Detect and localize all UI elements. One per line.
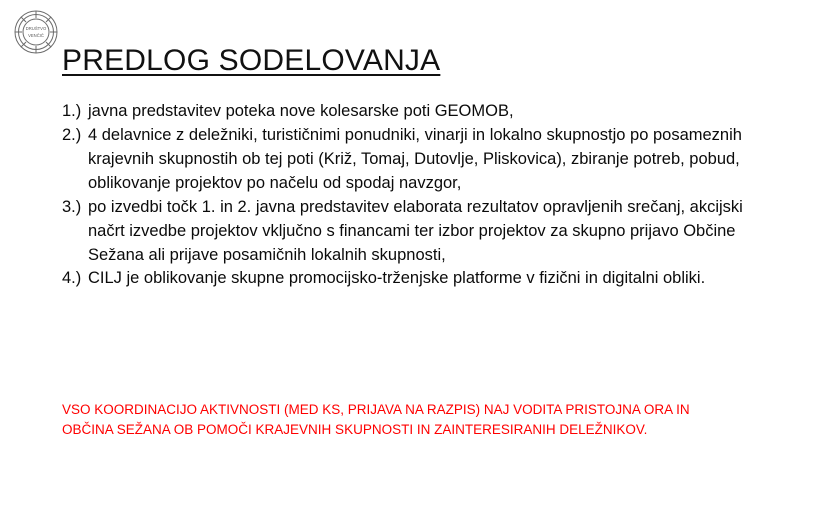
list-item-text: po izvedbi točk 1. in 2. javna predstavitev elaborata rezultatov opravljenih srečanj, akcijski načrt izvedbe projektov vključno s financami ter izbor projektov za skupno prijavo Občine Sežana ali prijave posamičnih lokalnih skupnosti, [88,197,743,264]
list-item [62,100,772,124]
logo-text-bottom: VENČIČ [28,33,44,38]
coordination-note [62,400,762,441]
list-item-text: 4 delavnice z deležniki, turističnimi ponudniki, vinarji in lokalno skupnostjo po posameznih krajevnih skupnostih ob tej poti (Križ, Tomaj, Dutovlje, Pliskovica), zbiranje potreb, pobud, oblikovanje projektov po načelu od spodaj navzgor, [88,125,742,192]
page-title: PREDLOG SODELOVANJA [62,44,441,77]
proposal-list [62,100,772,291]
list-item-marker: 3.) [62,197,82,216]
list-item-text: CILJ je oblikovanje skupne promocijsko-trženjske platforme v fizični in digitalni obliki. [88,269,706,288]
list-item [62,196,772,268]
coordination-note-line-1: VSO KOORDINACIJO AKTIVNOSTI (MED KS, PRIJAVA NA RAZPIS) NAJ VODITA PRISTOJNA ORA IN [62,402,690,417]
list-item-marker: 4.) [62,269,82,288]
organization-logo [12,8,60,56]
logo-text-top: DRUŠTVO [25,26,47,31]
list-item-marker: 2.) [62,125,82,144]
list-item [62,124,772,196]
list-item-text: javna predstavitev poteka nove kolesarske poti GEOMOB, [88,102,514,120]
list-item-marker: 1.) [62,102,82,120]
list-item [62,267,772,291]
coordination-note-line-2: OBČINA SEŽANA OB POMOČI KRAJEVNIH SKUPNOSTI IN ZAINTERESIRANIH DELEŽNIKOV. [62,422,648,438]
